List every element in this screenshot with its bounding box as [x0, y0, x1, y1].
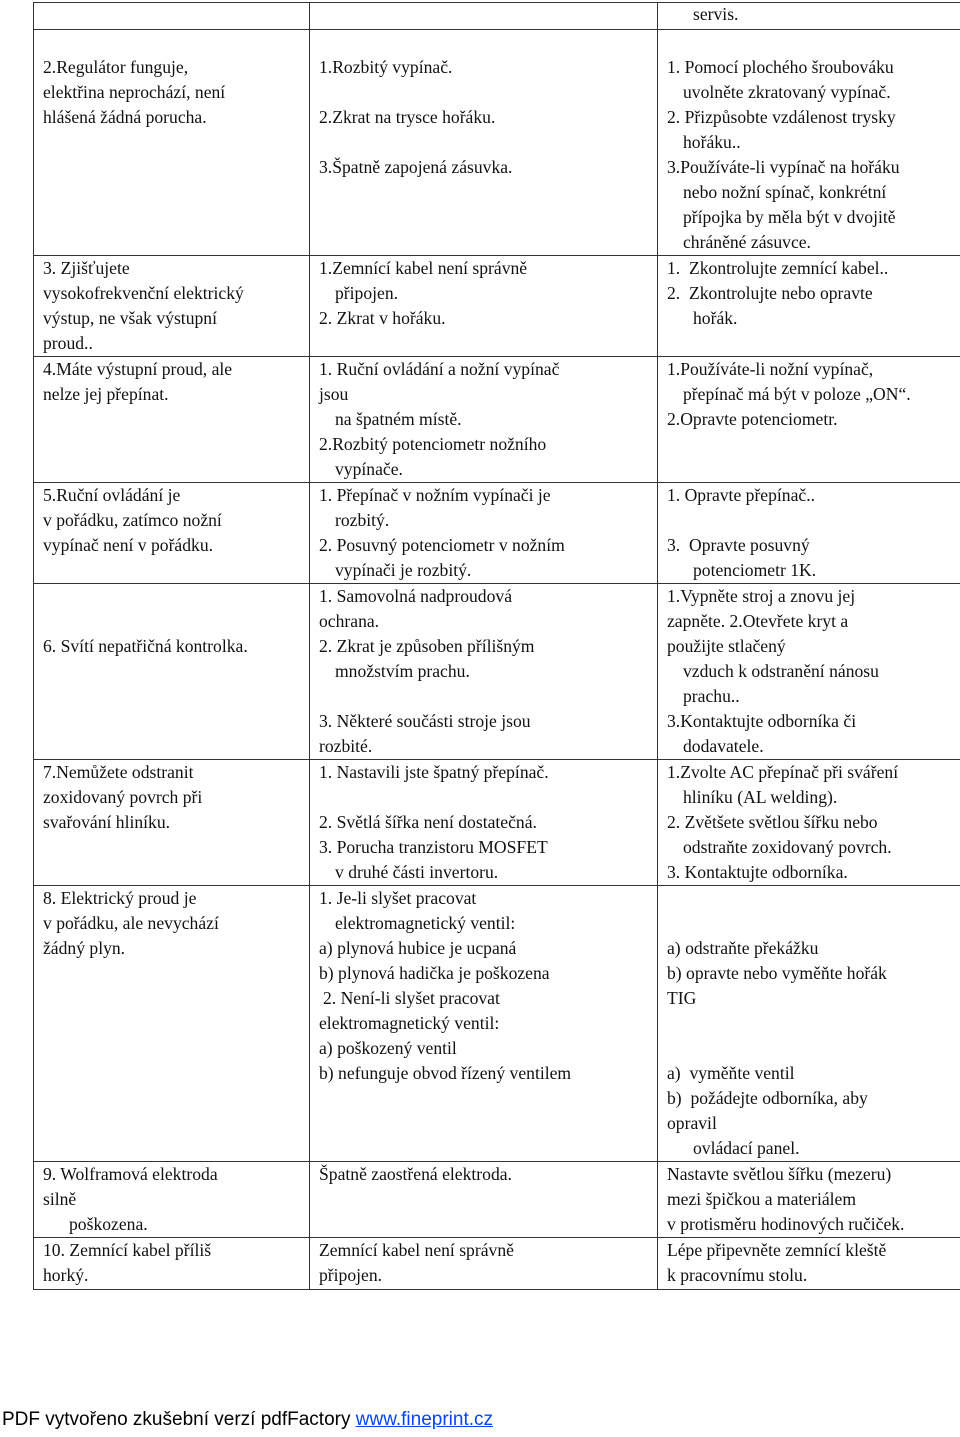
cause-cell: [310, 1238, 658, 1290]
text-line: 10. Zemnící kabel příliš: [43, 1240, 212, 1260]
cause-cell: [310, 584, 658, 760]
problem-cell: [34, 1238, 310, 1290]
text-line: žádný plyn.: [43, 938, 126, 958]
text-line: b) nefunguje obvod řízený ventilem: [319, 1063, 572, 1083]
text-line: k pracovnímu stolu.: [667, 1265, 808, 1285]
table-row: [34, 30, 960, 256]
cause-cell: [310, 30, 658, 256]
text-line: vzduch k odstranění nánosu: [683, 661, 879, 681]
text-line: hořáku..: [683, 132, 741, 152]
text-line: 3.Používáte-li vypínač na hořáku: [667, 157, 900, 177]
text-line: Nastavte světlou šířku (mezeru): [667, 1164, 892, 1184]
text-line: [319, 785, 653, 810]
text-line: 2. Není-li slyšet pracovat: [323, 988, 500, 1008]
text-line: 6. Svítí nepatřičná kontrolka.: [43, 636, 248, 656]
solution-cell: [658, 3, 960, 30]
text-line: nebo nožní spínač, konkrétní: [683, 182, 887, 202]
text-line: mezi špičkou a materiálem: [667, 1189, 857, 1209]
text-line: 3. Některé součásti stroje jsou: [319, 711, 531, 731]
text-line: b) plynová hadička je poškozena: [319, 963, 550, 983]
solution-cell: [658, 483, 960, 584]
text-line: 1.Zemnící kabel není správně: [319, 258, 528, 278]
text-line: zoxidovaný povrch při: [43, 787, 203, 807]
cause-cell: [310, 3, 658, 30]
table-row: [34, 3, 960, 30]
text-line: poškozena.: [69, 1214, 148, 1234]
problem-cell: [34, 886, 310, 1162]
text-line: a) odstraňte překážku: [667, 938, 819, 958]
text-line: vypínač není v pořádku.: [43, 535, 214, 555]
solution-cell: [658, 357, 960, 483]
text-line: ovládací panel.: [693, 1138, 800, 1158]
text-line: 2. Posuvný potenciometr v nožním: [319, 535, 565, 555]
text-line: 2. Přizpůsobte vzdálenost trysky: [667, 107, 896, 127]
cause-cell: [310, 483, 658, 584]
text-line: 3. Kontaktujte odborníka.: [667, 862, 848, 882]
text-line: vysokofrekvenční elektrický: [43, 283, 244, 303]
cause-cell: [310, 1162, 658, 1238]
text-line: 1. Opravte přepínač..: [667, 485, 816, 505]
table-row: [34, 1238, 960, 1290]
text-line: přípojka by měla být v dvojitě: [683, 207, 896, 227]
text-line: připojen.: [319, 1265, 383, 1285]
text-line: 2. Zkrat je způsoben přílišným: [319, 636, 535, 656]
text-line: silně: [43, 1189, 77, 1209]
solution-cell: [658, 1162, 960, 1238]
text-line: 1. Je-li slyšet pracovat: [319, 888, 477, 908]
text-line: [43, 609, 305, 634]
text-line: v druhé části invertoru.: [335, 862, 499, 882]
text-line: 2.Opravte potenciometr.: [667, 409, 838, 429]
text-line: 2.Regulátor funguje,: [43, 57, 189, 77]
text-line: uvolněte zkratovaný vypínač.: [683, 82, 891, 102]
solution-cell: [658, 584, 960, 760]
text-line: [667, 30, 960, 55]
table-row: [34, 584, 960, 760]
cause-cell: [310, 760, 658, 886]
table-row: [34, 256, 960, 357]
text-line: b) požádejte odborníka, aby: [667, 1088, 868, 1108]
text-line: hlášená žádná porucha.: [43, 107, 207, 127]
text-line: na špatném místě.: [335, 409, 462, 429]
text-line: 3. Zjišťujete: [43, 258, 130, 278]
text-line: horký.: [43, 1265, 89, 1285]
text-line: rozbité.: [319, 736, 373, 756]
problem-cell: [34, 584, 310, 760]
footer-text: PDF vytvořeno zkušební verzí pdfFactory: [2, 1409, 356, 1430]
text-line: 1. Pomocí plochého šroubováku: [667, 57, 894, 77]
table-row: [34, 760, 960, 886]
text-line: 1.Zvolte AC přepínač při sváření: [667, 762, 899, 782]
solution-cell: [658, 256, 960, 357]
text-line: 1. Ruční ovládání a nožní vypínač: [319, 359, 560, 379]
text-line: 8. Elektrický proud je: [43, 888, 197, 908]
text-line: [667, 1011, 960, 1036]
problem-cell: [34, 256, 310, 357]
text-line: připojen.: [335, 283, 399, 303]
text-line: hořák.: [693, 308, 738, 328]
text-line: [667, 1036, 960, 1061]
text-line: 7.Nemůžete odstranit: [43, 762, 194, 782]
text-line: v protisměru hodinových ručiček.: [667, 1214, 905, 1234]
text-line: 2. Zvětšete světlou šířku nebo: [667, 812, 878, 832]
solution-cell: [658, 760, 960, 886]
cause-cell: [310, 256, 658, 357]
text-line: 2. Světlá šířka není dostatečná.: [319, 812, 537, 832]
table-row: [34, 483, 960, 584]
text-line: 3.Špatně zapojená zásuvka.: [319, 157, 513, 177]
text-line: 1.Používáte-li nožní vypínač,: [667, 359, 874, 379]
text-line: [319, 130, 653, 155]
pdf-footer: [2, 1409, 493, 1431]
problem-cell: [34, 483, 310, 584]
text-line: proud..: [43, 333, 93, 353]
text-line: 1. Samovolná nadproudová: [319, 586, 513, 606]
text-line: elektřina neprochází, není: [43, 82, 226, 102]
text-line: 1. Přepínač v nožním vypínači je: [319, 485, 551, 505]
text-line: Lépe připevněte zemnící kleště: [667, 1240, 887, 1260]
text-line: hliníku (AL welding).: [683, 787, 838, 807]
footer-link[interactable]: www.fineprint.cz: [355, 1409, 494, 1430]
text-line: Zemnící kabel není správně: [319, 1240, 514, 1260]
text-line: potenciometr 1K.: [693, 560, 817, 580]
text-line: 9. Wolframová elektroda: [43, 1164, 218, 1184]
text-line: přepínač má být v poloze „ON“.: [683, 384, 911, 404]
text-line: použijte stlačený: [667, 636, 786, 656]
text-line: a) vyměňte ventil: [667, 1063, 795, 1083]
text-line: rozbitý.: [335, 510, 390, 530]
text-line: 3. Opravte posuvný: [667, 535, 810, 555]
text-line: [667, 886, 960, 911]
cause-cell: [310, 357, 658, 483]
problem-cell: [34, 30, 310, 256]
text-line: 3.Kontaktujte odborníka či: [667, 711, 857, 731]
text-line: 2. Zkontrolujte nebo opravte: [667, 283, 873, 303]
text-line: 1. Zkontrolujte zemnící kabel..: [667, 258, 889, 278]
text-line: [319, 684, 653, 709]
text-line: množstvím prachu.: [335, 661, 470, 681]
text-line: [667, 508, 960, 533]
text-line: výstup, ne však výstupní: [43, 308, 217, 328]
text-line: opravil: [667, 1113, 717, 1133]
text-line: 2.Rozbitý potenciometr nožního: [319, 434, 547, 454]
text-line: 5.Ruční ovládání je: [43, 485, 181, 505]
troubleshooting-table: [33, 2, 960, 1290]
text-line: 4.Máte výstupní proud, ale: [43, 359, 233, 379]
text-line: a) poškozený ventil: [319, 1038, 457, 1058]
text-line: 1.Rozbitý vypínač.: [319, 57, 453, 77]
text-line: 3. Porucha tranzistoru MOSFET: [319, 837, 548, 857]
text-line: vypínače.: [335, 459, 403, 479]
problem-cell: [34, 760, 310, 886]
text-line: 1.Vypněte stroj a znovu jej: [667, 586, 856, 606]
problem-cell: [34, 357, 310, 483]
solution-cell: [658, 30, 960, 256]
cause-cell: [310, 886, 658, 1162]
text-line: TIG: [667, 988, 697, 1008]
solution-cell: [658, 1238, 960, 1290]
text-line: prachu..: [683, 686, 740, 706]
text-line: [43, 584, 305, 609]
text-line: svařování hliníku.: [43, 812, 171, 832]
solution-cell: [658, 886, 960, 1162]
problem-cell: [34, 3, 310, 30]
text-line: ochrana.: [319, 611, 380, 631]
text-line: v pořádku, ale nevychází: [43, 913, 219, 933]
text-line: 2. Zkrat v hořáku.: [319, 308, 446, 328]
text-line: a) plynová hubice je ucpaná: [319, 938, 517, 958]
text-line: zapněte. 2.Otevřete kryt a: [667, 611, 849, 631]
text-line: dodavatele.: [683, 736, 764, 756]
text-line: servis.: [693, 4, 739, 24]
text-line: [667, 911, 960, 936]
table-row: [34, 886, 960, 1162]
problem-cell: [34, 1162, 310, 1238]
text-line: [319, 80, 653, 105]
text-line: nelze jej přepínat.: [43, 384, 169, 404]
text-line: 1. Nastavili jste špatný přepínač.: [319, 762, 549, 782]
text-line: vypínači je rozbitý.: [335, 560, 472, 580]
text-line: chráněné zásuvce.: [683, 232, 811, 252]
text-line: b) opravte nebo vyměňte hořák: [667, 963, 887, 983]
text-line: elektromagnetický ventil:: [335, 913, 516, 933]
text-line: elektromagnetický ventil:: [319, 1013, 500, 1033]
text-line: Špatně zaostřená elektroda.: [319, 1164, 512, 1184]
table-row: [34, 357, 960, 483]
text-line: [319, 30, 653, 55]
table-row: [34, 1162, 960, 1238]
text-line: odstraňte zoxidovaný povrch.: [683, 837, 892, 857]
text-line: 2.Zkrat na trysce hořáku.: [319, 107, 496, 127]
text-line: jsou: [319, 384, 349, 404]
text-line: v pořádku, zatímco nožní: [43, 510, 222, 530]
text-line: [43, 30, 305, 55]
